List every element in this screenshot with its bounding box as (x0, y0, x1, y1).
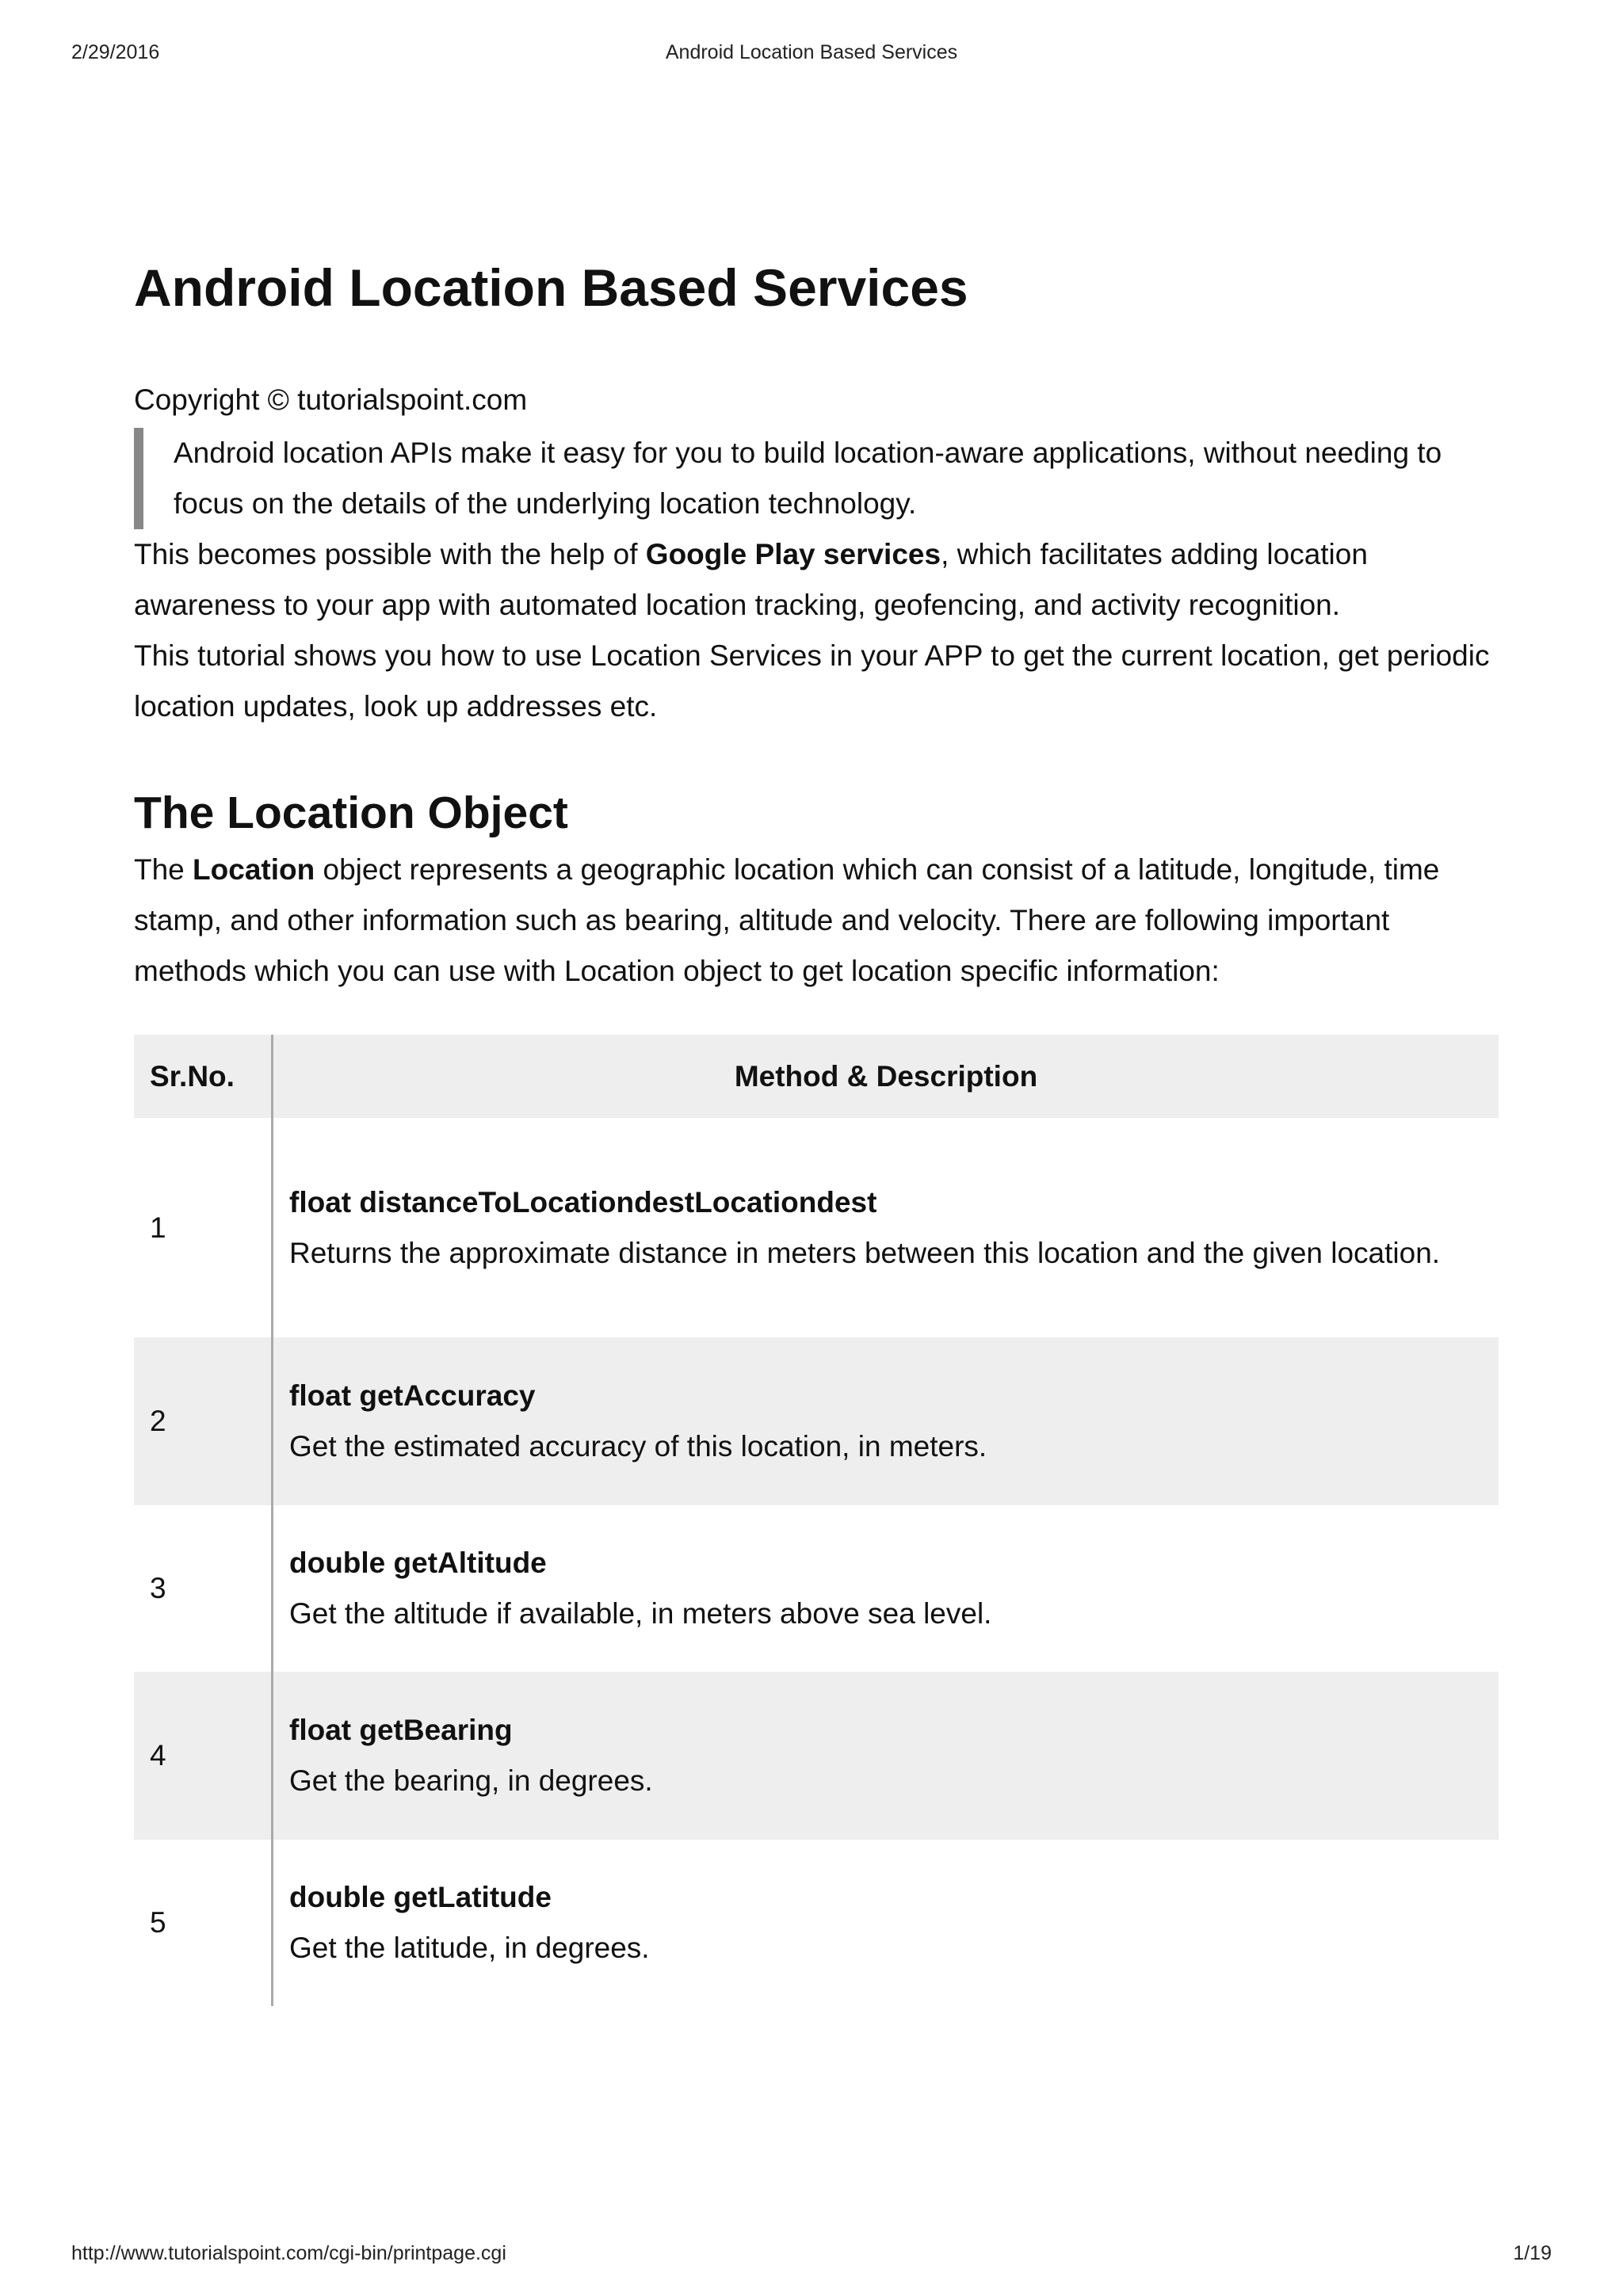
row-number: 2 (134, 1337, 273, 1505)
article (134, 252, 1499, 2006)
column-header-srno: Sr.No. (134, 1035, 273, 1118)
row-description (273, 1672, 1499, 1840)
print-url: http://www.tutorialspoint.com/cgi-bin/printpage.cgi (71, 2242, 506, 2264)
paragraph-text: The (134, 853, 193, 886)
paragraph-tutorial: This tutorial shows you how to use Location Services in your APP to get the current location, get periodic location updates, look up addresses etc. (134, 639, 1490, 723)
print-title: Android Location Based Services (665, 41, 958, 63)
method-description: Get the latitude, in degrees. (289, 1932, 650, 1964)
row-description (273, 1840, 1499, 2006)
copyright-notice: Copyright © tutorialspoint.com (134, 383, 528, 416)
paragraph-google-play (134, 529, 1499, 631)
paragraph-text: , which facilitates adding location awareness to your app with automated location tracking, geofencing, and activity recognition. (134, 538, 1368, 621)
method-description: Get the estimated accuracy of this location, in meters. (289, 1430, 987, 1463)
section-title: The Location Object (134, 788, 568, 838)
print-footer (71, 2242, 1552, 2266)
method-name: double getLatitude (289, 1881, 552, 1913)
table-row (134, 1337, 1499, 1505)
row-description (273, 1505, 1499, 1672)
column-header-method: Method & Description (273, 1035, 1499, 1118)
row-description (273, 1337, 1499, 1505)
table-row (134, 1505, 1499, 1672)
method-name: double getAltitude (289, 1547, 547, 1579)
row-number: 4 (134, 1672, 273, 1840)
location-term: Location (193, 853, 315, 886)
method-description: Returns the approximate distance in meters between this location and the given location. (289, 1236, 1441, 1269)
method-description: Get the bearing, in degrees. (289, 1764, 653, 1797)
row-description (273, 1118, 1499, 1337)
method-name: float getAccuracy (289, 1379, 536, 1412)
table-row (134, 1672, 1499, 1840)
table-row (134, 1840, 1499, 2006)
paragraph-text: object represents a geographic location which can consist of a latitude, longitude, time stamp, and other information such as bearing, altitude and velocity. There are following important methods which you can use with Location object to get location specific information: (134, 853, 1440, 987)
method-description: Get the altitude if available, in meters above sea level. (289, 1597, 992, 1630)
page-number: 1/19 (1513, 2242, 1552, 2264)
paragraph-text: This becomes possible with the help of (134, 538, 646, 570)
page-title: Android Location Based Services (134, 258, 968, 317)
methods-table (134, 1035, 1499, 2006)
row-number: 3 (134, 1505, 273, 1672)
google-play-services-term: Google Play services (645, 538, 941, 570)
print-date: 2/29/2016 (71, 41, 160, 63)
method-name: float distanceToLocationdestLocationdest (289, 1185, 877, 1219)
table-header-row (134, 1035, 1499, 1118)
row-number: 5 (134, 1840, 273, 2006)
print-header (71, 41, 1552, 65)
table-row (134, 1118, 1499, 1337)
row-number: 1 (134, 1118, 273, 1337)
paragraph-location-object (134, 845, 1499, 997)
method-name: float getBearing (289, 1714, 513, 1746)
intro-quote: Android location APIs make it easy for you to build location-aware applications, without needing to focus on the details of the underlying location technology. (134, 428, 1499, 529)
